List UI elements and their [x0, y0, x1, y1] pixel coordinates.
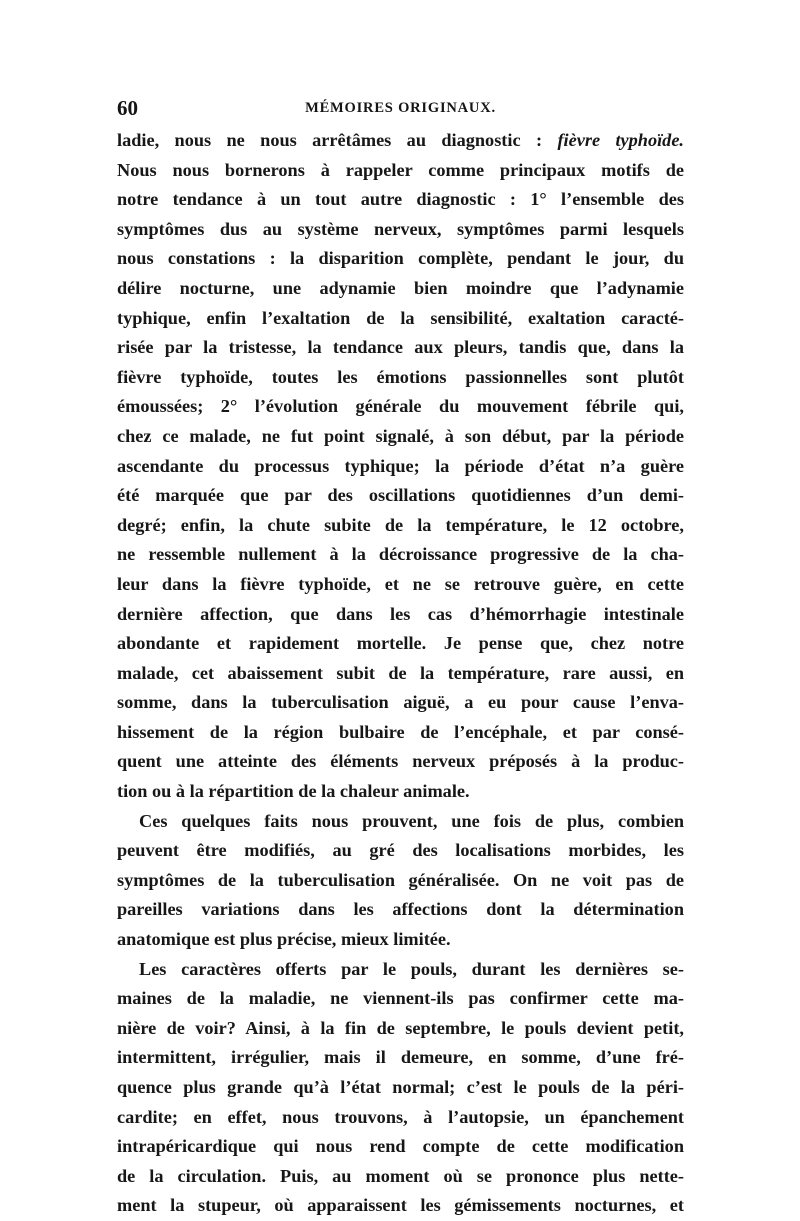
- text-line: [117, 422, 684, 452]
- line-text: maines de la maladie, ne viennent-ils pas confirmer cette ma-: [117, 988, 684, 1009]
- line-text: symptômes de la tuberculisation généralisée. On ne voit pas de: [117, 869, 684, 890]
- text-line: [117, 718, 684, 748]
- text-line: [117, 244, 684, 274]
- line-italic-text: fièvre typhoïde.: [557, 130, 684, 150]
- text-line: [117, 955, 684, 985]
- line-text: Ces quelques faits nous prouvent, une fois de plus, combien: [139, 810, 684, 831]
- line-text: chez ce malade, ne fut point signalé, à son début, par la période: [117, 425, 684, 446]
- text-line: [117, 156, 684, 186]
- text-line: [117, 659, 684, 689]
- text-line: [117, 600, 684, 630]
- text-line: [117, 984, 684, 1014]
- text-line: [117, 895, 684, 925]
- line-text: malade, cet abaissement subit de la température, rare aussi, en: [117, 662, 684, 683]
- running-title: MÉMOIRES ORIGINAUX.: [305, 100, 496, 116]
- line-text: émoussées; 2° l’évolution générale du mouvement fébrile qui,: [117, 396, 684, 417]
- line-text: cardite; en effet, nous trouvons, à l’autopsie, un épanchement: [117, 1106, 684, 1127]
- line-text: de la circulation. Puis, au moment où se prononce plus nette-: [117, 1165, 684, 1186]
- line-text: ladie, nous ne nous arrêtâmes au diagnostic :: [117, 130, 558, 150]
- line-text: été marquée que par des oscillations quotidiennes d’un demi-: [117, 485, 684, 506]
- text-line: [117, 481, 684, 511]
- book-page: [117, 96, 684, 1221]
- text-line: [117, 1191, 684, 1221]
- text-line: [117, 392, 684, 422]
- line-text: Nous nous bornerons à rappeler comme principaux motifs de: [117, 159, 684, 180]
- line-text: délire nocturne, une adynamie bien moindre que l’adynamie: [117, 277, 684, 298]
- line-text: quence plus grande qu’à l’état normal; c’est le pouls de la péri-: [117, 1077, 684, 1097]
- line-text: tion ou à la répartition de la chaleur animale.: [117, 781, 470, 802]
- line-text: somme, dans la tuberculisation aiguë, a eu pour cause l’enva-: [117, 692, 684, 713]
- line-text: peuvent être modifiés, au gré des localisations morbides, les: [117, 840, 684, 861]
- text-line: [117, 1043, 684, 1073]
- line-text: hissement de la région bulbaire de l’encéphale, et par consé-: [117, 721, 684, 742]
- line-text: typhique, enfin l’exaltation de la sensibilité, exaltation caracté-: [117, 307, 684, 328]
- line-text: intermittent, irrégulier, mais il demeure, en somme, d’une fré-: [117, 1047, 684, 1068]
- text-line: [117, 1073, 684, 1103]
- text-line: [117, 570, 684, 600]
- body-text: [117, 126, 684, 1221]
- line-text: nière de voir? Ainsi, à la fin de septembre, le pouls devient petit,: [117, 1017, 684, 1038]
- text-line: [117, 511, 684, 541]
- line-text: leur dans la fièvre typhoïde, et ne se retrouve guère, en cette: [117, 573, 684, 594]
- text-line: [117, 777, 684, 807]
- text-line: [117, 452, 684, 482]
- text-line: [117, 836, 684, 866]
- text-line: [117, 304, 684, 334]
- text-line: [117, 540, 684, 570]
- line-text: degré; enfin, la chute subite de la température, le 12 octobre,: [117, 514, 684, 535]
- text-line: [117, 274, 684, 304]
- text-line: [117, 185, 684, 215]
- line-text: risée par la tristesse, la tendance aux pleurs, tandis que, dans la: [117, 337, 684, 358]
- text-line: [117, 1132, 684, 1162]
- text-line: [117, 1014, 684, 1044]
- text-line: [117, 1162, 684, 1192]
- line-text: dernière affection, que dans les cas d’hémorrhagie intestinale: [117, 603, 684, 624]
- line-text: intrapéricardique qui nous rend compte de cette modification: [117, 1136, 684, 1157]
- line-text: Les caractères offerts par le pouls, durant les dernières se-: [139, 958, 684, 979]
- text-line: [117, 126, 684, 156]
- running-head: [117, 96, 684, 122]
- text-line: [117, 925, 684, 955]
- text-line: [117, 1103, 684, 1133]
- text-line: [117, 629, 684, 659]
- page-number: 60: [117, 96, 138, 120]
- line-text: anatomique est plus précise, mieux limitée.: [117, 929, 451, 950]
- text-line: [117, 688, 684, 718]
- line-text: ascendante du processus typhique; la période d’état n’a guère: [117, 455, 684, 476]
- text-line: [117, 215, 684, 245]
- line-text: fièvre typhoïde, toutes les émotions passionnelles sont plutôt: [117, 366, 684, 387]
- text-line: [117, 747, 684, 777]
- text-line: [117, 333, 684, 363]
- line-text: ment la stupeur, où apparaissent les gémissements nocturnes, et: [117, 1195, 684, 1216]
- text-line: [117, 363, 684, 393]
- line-text: ne ressemble nullement à la décroissance progressive de la cha-: [117, 544, 684, 565]
- line-text: notre tendance à un tout autre diagnostic : 1° l’ensemble des: [117, 189, 684, 210]
- line-text: quent une atteinte des éléments nerveux préposés à la produc-: [117, 751, 684, 772]
- line-text: abondante et rapidement mortelle. Je pense que, chez notre: [117, 633, 684, 654]
- text-line: [117, 866, 684, 896]
- line-text: symptômes dus au système nerveux, symptômes parmi lesquels: [117, 218, 684, 239]
- line-text: nous constations : la disparition complète, pendant le jour, du: [117, 248, 684, 269]
- text-line: [117, 807, 684, 837]
- line-text: pareilles variations dans les affections dont la détermination: [117, 899, 684, 920]
